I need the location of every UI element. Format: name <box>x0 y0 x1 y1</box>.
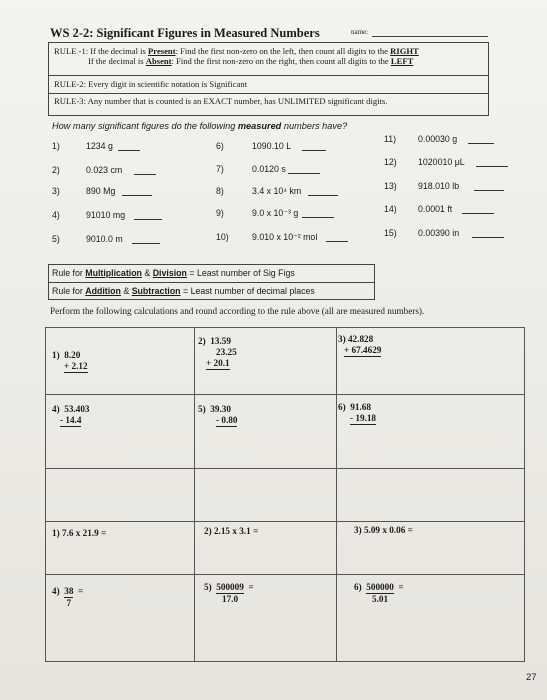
list-item <box>52 210 126 220</box>
answer-blank[interactable] <box>134 174 156 175</box>
item-number: 6) <box>216 141 224 151</box>
numerator: 500009 <box>216 582 244 594</box>
problem-number: 5) <box>198 404 206 414</box>
operand: 13.59 <box>210 336 231 346</box>
divide-problem-4 <box>52 586 83 609</box>
divide-problem-6 <box>354 582 404 605</box>
question <box>52 121 347 131</box>
operand: 42.828 <box>347 334 374 344</box>
grid-line <box>336 328 337 661</box>
calculation-grid <box>45 327 525 662</box>
item-value: 0.0001 ft <box>418 204 453 214</box>
divide-problem-5 <box>204 582 254 605</box>
grid-line <box>46 574 524 575</box>
problem-number: 1) <box>52 350 60 360</box>
addition-label: Addition <box>85 286 121 296</box>
item-number: 2) <box>52 165 60 175</box>
answer-blank[interactable] <box>302 217 334 218</box>
operand: 53.403 <box>64 404 90 414</box>
problem-number: 4) <box>52 586 60 596</box>
list-item <box>384 181 460 191</box>
ampersand: & <box>141 268 153 278</box>
list-item <box>384 204 453 214</box>
numerator: 38 <box>64 586 73 598</box>
subtraction-label: Subtraction <box>131 286 181 296</box>
rule-text: = Least number of decimal places <box>180 286 315 296</box>
operand-underlined: + 20.1 <box>206 358 230 369</box>
answer-blank[interactable] <box>308 195 338 196</box>
fraction <box>64 586 73 609</box>
rule-1-line2-mid: : Find the first non-zero on the right, then count all digits to the <box>171 55 391 66</box>
operand: 39.30 <box>210 404 231 414</box>
problem-number: 6) <box>354 582 362 592</box>
problem-number: 3) <box>338 334 346 344</box>
rule-text: Rule for <box>52 268 86 278</box>
list-item <box>216 141 292 151</box>
name-line <box>372 36 488 37</box>
answer-blank[interactable] <box>134 219 162 220</box>
answer-blank[interactable] <box>326 241 348 242</box>
problem-6 <box>338 402 376 425</box>
item-value: 0.00390 in <box>418 228 460 238</box>
rule-1-text-mid: : Find the first non-zero on the left, then count all digits to the <box>175 46 391 56</box>
sig-fig-rules-box <box>48 264 375 300</box>
fraction <box>366 582 394 605</box>
problem-5 <box>198 404 237 427</box>
operand-underlined: - 19.18 <box>350 413 377 424</box>
item-number: 8) <box>216 186 224 196</box>
equals-sign: = <box>398 582 404 592</box>
item-number: 15) <box>384 228 397 238</box>
operand-underlined: + 67.4629 <box>344 345 382 356</box>
item-value: 9.010 x 10⁻² mol <box>252 232 318 242</box>
problem-number: 2) <box>198 336 206 346</box>
list-item <box>52 234 123 244</box>
answer-blank[interactable] <box>302 150 326 151</box>
answer-blank[interactable] <box>474 190 504 191</box>
page-number: 27 <box>526 672 537 683</box>
list-item <box>216 186 302 196</box>
rule-text: Rule for <box>52 286 86 296</box>
problem-4 <box>52 404 90 427</box>
item-number: 11) <box>384 134 397 144</box>
item-number: 13) <box>384 181 397 191</box>
item-value: 0.0120 s <box>252 164 286 174</box>
item-number: 5) <box>52 234 60 244</box>
denominator: 17.0 <box>221 594 239 605</box>
item-value: 3.4 x 10⁴ km <box>252 186 302 196</box>
problem-number: 4) <box>52 404 60 414</box>
answer-blank[interactable] <box>462 213 494 214</box>
item-number: 9) <box>216 208 224 218</box>
answer-blank[interactable] <box>118 150 140 151</box>
list-item <box>52 141 113 151</box>
rule-1-text: RULE -1: If the decimal is <box>54 46 149 56</box>
item-number: 7) <box>216 164 224 174</box>
denominator: 7 <box>66 598 72 609</box>
problem-3 <box>338 334 381 357</box>
grid-line <box>46 521 524 522</box>
list-item <box>384 157 465 167</box>
operand-underlined: - 14.4 <box>60 415 82 426</box>
multiply-problem-2: 2) 2.15 x 3.1 = <box>204 526 259 536</box>
answer-blank[interactable] <box>132 243 160 244</box>
instructions: Perform the following calculations and round according to the rule above (all are measured numbers). <box>50 306 425 316</box>
rule-1 <box>54 47 486 67</box>
answer-blank[interactable] <box>476 166 508 167</box>
grid-line <box>46 468 524 469</box>
item-value: 918.010 lb <box>418 181 460 191</box>
rule-text: = Least number of Sig Figs <box>186 268 295 278</box>
question-bold: measured <box>237 121 282 131</box>
rule-2: RULE-2: Every digit in scientific notation is Significant <box>54 79 248 89</box>
problem-number: 5) <box>204 582 212 592</box>
item-value: 1234 g <box>86 141 113 151</box>
grid-line <box>194 328 195 661</box>
divider <box>49 75 488 76</box>
rule-1-present: Present <box>148 46 176 56</box>
item-number: 4) <box>52 210 60 220</box>
list-item <box>52 165 123 175</box>
division-label: Division <box>152 268 187 278</box>
list-item <box>216 164 286 174</box>
list-item <box>216 232 318 242</box>
list-item <box>384 228 460 238</box>
multiplication-label: Multiplication <box>85 268 142 278</box>
operand-underlined: + 2.12 <box>64 361 88 372</box>
item-value: 890 Mg <box>86 186 116 196</box>
name-label: name: <box>351 28 369 36</box>
rule-1-left: LEFT <box>390 55 414 66</box>
equals-sign: = <box>78 586 84 596</box>
answer-blank[interactable] <box>472 237 504 238</box>
item-number: 12) <box>384 157 397 167</box>
divider <box>49 282 374 283</box>
page-title: WS 2-2: Significant Figures in Measured Numbers <box>50 26 320 40</box>
item-value: 0.00030 g <box>418 134 458 144</box>
multiplication-rule <box>52 268 295 278</box>
problem-2 <box>198 336 237 370</box>
question-suffix: numbers have? <box>281 121 348 131</box>
addition-rule <box>52 286 315 296</box>
item-number: 10) <box>216 232 229 242</box>
item-value: 9010.0 m <box>86 234 123 244</box>
item-number: 1) <box>52 141 60 151</box>
equals-sign: = <box>248 582 254 592</box>
item-number: 3) <box>52 186 60 196</box>
fraction <box>216 582 244 605</box>
rule-1-right: RIGHT <box>390 46 419 56</box>
item-value: 1020010 μL <box>418 157 465 167</box>
list-item <box>52 186 116 196</box>
list-item <box>216 208 299 218</box>
question-text: How many significant figures do the following <box>52 121 238 131</box>
rule-1-line2: If the decimal is <box>88 55 146 66</box>
rule-1-absent: Absent <box>145 55 172 66</box>
item-value: 9.0 x 10⁻³ g <box>252 208 299 218</box>
list-item <box>384 134 458 144</box>
item-value: 91010 mg <box>86 210 126 220</box>
rules-box <box>48 42 489 116</box>
divider <box>49 93 488 94</box>
grid-line <box>46 394 524 395</box>
denominator: 5.01 <box>371 594 389 605</box>
problem-1 <box>52 350 88 373</box>
problem-number: 6) <box>338 402 346 412</box>
item-value: 1090.10 L <box>252 141 292 151</box>
operand: 23.25 <box>216 347 237 358</box>
ampersand: & <box>120 286 132 296</box>
answer-blank[interactable] <box>122 195 152 196</box>
item-value: 0.023 cm <box>86 165 123 175</box>
item-number: 14) <box>384 204 397 214</box>
operand: 8.20 <box>64 350 81 360</box>
multiply-problem-3: 3) 5.09 x 0.06 = <box>354 525 413 535</box>
answer-blank[interactable] <box>468 143 494 144</box>
operand-underlined: - 0.80 <box>216 415 238 426</box>
numerator: 500000 <box>366 582 394 594</box>
operand: 91.68 <box>350 402 371 412</box>
multiply-problem-1: 1) 7.6 x 21.9 = <box>52 528 107 538</box>
rule-3: RULE-3: Any number that is counted is an EXACT number, has UNLIMITED significant digits. <box>54 96 388 106</box>
answer-blank[interactable] <box>288 173 320 174</box>
